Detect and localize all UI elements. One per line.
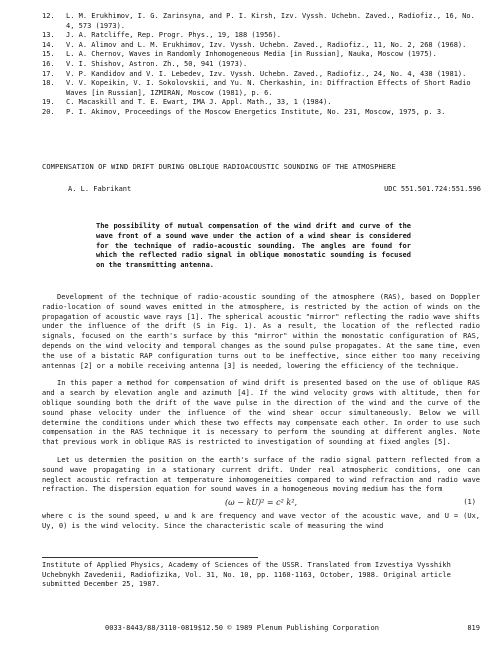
reference-number: 20. xyxy=(42,107,55,116)
reference-number: 15. xyxy=(42,50,55,59)
reference-text: V. A. Alimov and L. M. Erukhimov, Izv. Vyssh. Uchebn. Zaved., Radiofiz., 11, No. 2, 268 (1968). xyxy=(66,40,467,49)
reference-number: 17. xyxy=(42,69,55,78)
reference-item xyxy=(42,41,482,51)
body-paragraph: Development of the technique of radio-acoustic sounding of the atmosphere (RAS), based on Doppler radio-location of sound waves emitted in the atmosphere, is restricted by the action of winds on the propagation of acoustic wave rays [1]. The spherical acoustic "mirror" reflecting the radio wave shifts under the influence of the drift (S in Fig. 1). As a result, the location of the reflected radio signals, focused on the earth's surface by this "mirror" within the monostatic configuration of RAS, depends on the wind velocity and temporal changes as the sound pulse propagates. At the same time, even the use of a bistatic RAP configuration turns out to be ineffective, since either too many receiving antennas [2] or a mobile receiving antenna [3] is needed, lowering the efficiency of the technique. xyxy=(42,293,480,370)
reference-item xyxy=(42,70,482,80)
reference-number: 13. xyxy=(42,31,55,40)
reference-number: 18. xyxy=(42,79,55,88)
body-paragraph: In this paper a method for compensation of wind drift is presented based on the use of oblique RAS and a search by elevation angle and azimuth [4]. If the wind velocity grows with altitude, then for oblique sounding both the drift of the wave pulse in the direction of the wind and the curve of the sound phase velocity under the influence of the wind shear occur simultaneously. Below we will determine the conditions under which these two effects may compensate each other. In order to use such compensation in the RAS technique it is necessary to perform the sounding at different angles. Note that previous work in oblique RAS is restricted to investigation of sounding at fixed angles [5]. xyxy=(42,379,480,447)
abstract: The possibility of mutual compensation of the wind drift and curve of the wave front of a sound wave under the action of a wind shear is considered for the technique of radio-acoustic sounding. The angles are found for which the reflected radio signal in oblique monostatic sounding is focused on the transmitting antenna. xyxy=(96,222,411,270)
reference-item xyxy=(42,31,482,41)
footnote: Institute of Applied Physics, Academy of Sciences of the USSR. Translated from Izvestiya Vysshikh Uchebnykh Zavedenii, Radiofizika, Vol. 31, No. 10, pp. 1160-1163, October, 1988. Original article submitted December 25, 1987. xyxy=(42,561,451,588)
body-paragraph: Let us determien the position on the earth's surface of the radio signal pattern reflected from a sound wave propagating in a stationary current drift. Under real atmospheric conditions, one can neglect acoustic refraction at temperature inhomogeneities compared to wind refraction and radio wave refraction. The dispersion equation for sound waves in a homogeneous moving medium has the form xyxy=(42,455,480,494)
equation-number: (1) xyxy=(463,498,476,507)
reference-item xyxy=(42,50,482,60)
reference-number: 16. xyxy=(42,59,55,68)
reference-item xyxy=(42,108,482,118)
body-paragraph: where c is the sound speed, ω and k are frequency and wave vector of the acoustic wave, and U = (Ux, Uy, 0) is the wind velocity. Since the characteristic scale of measuring the wind xyxy=(42,511,480,530)
reference-number: 19. xyxy=(42,98,55,107)
udc-code: UDC 551.501.724:551.596 xyxy=(384,185,481,193)
reference-text: L. M. Erukhimov, I. G. Zarinsyna, and P. I. Kirsh, Izv. Vyssh. Uchebn. Zaved., Radiofiz., 16, No. 4, 573 (1973). xyxy=(66,12,475,30)
reference-item xyxy=(42,79,482,98)
reference-list xyxy=(42,12,482,118)
reference-text: J. A. Ratcliffe, Rep. Progr. Phys., 19, 188 (1956). xyxy=(66,31,281,40)
page-number: 819 xyxy=(467,624,480,632)
reference-text: V. P. Kandidov and V. I. Lebedev, Izv. Vyssh. Uchebn. Zaved., Radiofiz., 24, No. 4, 438 (1981). xyxy=(66,69,467,78)
reference-number: 12. xyxy=(42,12,55,20)
reference-text: P. I. Akimov, Proceedings of the Moscow Energetics Institute, No. 231, Moscow, 1975, p. 3. xyxy=(66,107,446,116)
reference-text: L. A. Chernov, Waves in Randomly Inhomogeneous Media [in Russian], Nauka, Moscow (1975). xyxy=(66,50,437,59)
footnote-divider xyxy=(42,557,258,558)
reference-item xyxy=(42,12,482,31)
reference-item xyxy=(42,98,482,108)
reference-text: C. Macaskill and T. E. Ewart, IMA J. Appl. Math., 33, 1 (1984). xyxy=(66,98,332,107)
article-body xyxy=(42,293,480,540)
publisher-code: 0033-8443/88/3110-0819$12.50 © 1989 Plenum Publishing Corporation xyxy=(105,624,379,632)
equation xyxy=(42,498,480,508)
reference-text: V. I. Shishov, Astron. Zh., 50, 941 (1973). xyxy=(66,59,248,68)
article-title: COMPENSATION OF WIND DRIFT DURING OBLIQUE RADIOACOUSTIC SOUNDING OF THE ATMOSPHERE xyxy=(42,163,396,171)
author-name: A. L. Fabrikant xyxy=(68,185,132,193)
reference-text: V. V. Kopeikin, V. I. Sokolovskii, and Yu. N. Cherkashin, in: Diffraction Effects of Short Radio Waves [in Russian], IZMIRAN, Moscow (1981), p. 6. xyxy=(66,79,471,97)
equation-text: (ω − kU)² = c² k², xyxy=(225,498,297,508)
reference-item xyxy=(42,60,482,70)
reference-number: 14. xyxy=(42,40,55,49)
